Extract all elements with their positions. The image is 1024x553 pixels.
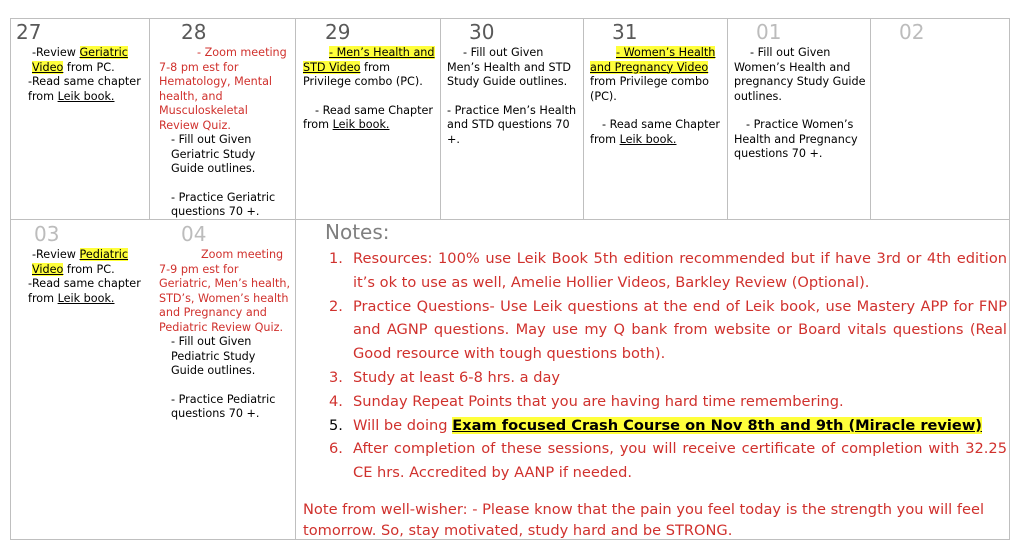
day-number: 03 bbox=[34, 222, 60, 246]
day-number: 30 bbox=[469, 20, 495, 44]
divider bbox=[295, 19, 296, 540]
calendar-grid bbox=[10, 18, 1010, 540]
task-read: -Read same chapter from Leik book. bbox=[28, 277, 141, 305]
divider bbox=[583, 19, 584, 219]
divider bbox=[149, 19, 150, 219]
divider bbox=[870, 19, 871, 219]
divider bbox=[440, 19, 441, 219]
day-cell-30 bbox=[447, 21, 579, 147]
day-number: 04 bbox=[181, 222, 207, 246]
task-fill: - Fill out Given Men’s Health and STD Study Guide outlines. bbox=[447, 46, 572, 88]
note-item: 5. Will be doing Exam focused Crash Course on Nov 8th and 9th (Miracle review) bbox=[329, 416, 982, 434]
task-practice: - Practice Men’s Health and STD questions 70 +. bbox=[447, 103, 577, 146]
notes-list bbox=[303, 247, 1007, 485]
zoom-meeting: Zoom meeting 7-9 pm est for Geriatric, Men’s health, STD’s, Women’s health and Pregnancy and Pediatric Review Quiz. bbox=[159, 248, 291, 334]
task-practice: - Practice Women’s Health and Pregnancy questions 70 +. bbox=[734, 118, 858, 160]
task-video: - Men’s Health and STD Video from Privilege combo (PC). bbox=[303, 46, 435, 88]
day-cell-01 bbox=[734, 21, 866, 162]
day-cell-03 bbox=[16, 223, 146, 306]
well-wisher-note: Note from well-wisher: - Please know that the pain you feel today is the strength you will feel tomorrow. So, stay motivated, study hard and be STRONG. bbox=[303, 500, 985, 539]
note-item: 3. Study at least 6-8 hrs. a day bbox=[329, 368, 561, 386]
day-number: 01 bbox=[756, 20, 782, 44]
task-read: - Read same Chapter from Leik book. bbox=[303, 103, 434, 131]
task-fill: - Fill out Given Pediatric Study Guide outlines. bbox=[171, 335, 256, 377]
day-cell-02 bbox=[877, 21, 1005, 46]
day-cell-04 bbox=[159, 223, 291, 422]
note-item: 4. Sunday Repeat Points that you are having hard time remembering. bbox=[329, 392, 844, 410]
task-read: - Read same Chapter from Leik book. bbox=[590, 118, 721, 146]
zoom-meeting: - Zoom meeting 7-8 pm est for Hematology, Mental health, and Musculoskeletal Review Quiz. bbox=[159, 46, 287, 132]
day-number: 31 bbox=[612, 20, 638, 44]
divider bbox=[727, 19, 728, 219]
day-cell-27 bbox=[16, 21, 146, 104]
day-number: 27 bbox=[16, 20, 42, 44]
crash-course-highlight: Exam focused Crash Course on Nov 8th and 9th (Miracle review) bbox=[452, 416, 982, 434]
task-video: - Women’s Health and Pregnancy Video from Privilege combo (PC). bbox=[590, 46, 716, 103]
task-practice: - Practice Pediatric questions 70 +. bbox=[171, 392, 276, 420]
task-review: -Review Geriatric Video from PC. bbox=[32, 46, 128, 74]
day-number: 29 bbox=[325, 20, 351, 44]
day-number: 28 bbox=[181, 20, 207, 44]
day-cell-29 bbox=[303, 21, 437, 133]
task-review: -Review Pediatric Video from PC. bbox=[32, 248, 129, 276]
note-item: 2. Practice Questions- Use Leik questions at the end of Leik book, use Mastery APP for FNP and AGNP questions. May use my Q bank from website or Board vitals questions (Real Good resource with tough questions both). bbox=[329, 297, 1007, 363]
task-read: -Read same chapter from Leik book. bbox=[28, 75, 141, 103]
day-number: 02 bbox=[899, 20, 925, 44]
notes-title: Notes: bbox=[325, 220, 390, 244]
notes-section bbox=[303, 221, 1007, 541]
task-fill: - Fill out Given Geriatric Study Guide outlines. bbox=[171, 133, 256, 175]
task-fill: - Fill out Given Women’s Health and pregnancy Study Guide outlines. bbox=[734, 46, 866, 103]
note-item: 1. Resources: 100% use Leik Book 5th edition recommended but if have 3rd or 4th edition it’s ok to use as well, Amelie Hollier Videos, Barkley Review (Optional). bbox=[329, 250, 1007, 291]
day-cell-28 bbox=[159, 21, 291, 220]
day-cell-31 bbox=[590, 21, 724, 147]
task-practice: - Practice Geriatric questions 70 +. bbox=[171, 190, 276, 218]
note-item: 6. After completion of these sessions, you will receive certificate of completion with 32.25 CE hrs. Accredited by AANP if needed. bbox=[329, 440, 1007, 482]
